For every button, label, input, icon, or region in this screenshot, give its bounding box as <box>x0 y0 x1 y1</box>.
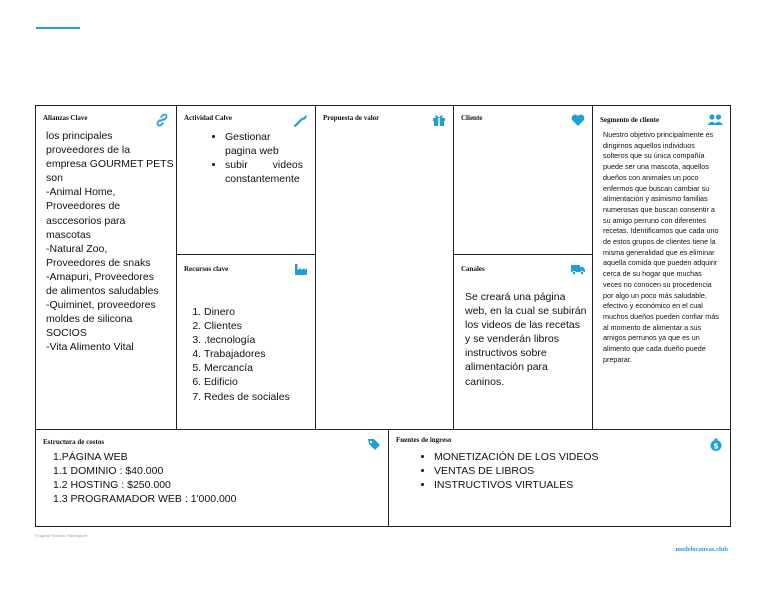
resource-item: 4. Trabajadores <box>204 347 314 361</box>
key-partners-title: Alianzas Clave <box>43 114 88 122</box>
resource-item: 3. .tecnología <box>204 333 314 347</box>
cell-key-activities <box>177 106 316 255</box>
channels-text: Se creará una página web, en la cual se subirán los videos de las recetas y se venderán libros instructivos sobre alimentación para caninos. <box>465 291 587 388</box>
cell-value-proposition <box>316 106 454 430</box>
resource-item: 7. Redes de sociales <box>204 390 314 404</box>
partner-line: moldes de silicona <box>46 313 133 326</box>
partner-line: son <box>46 172 63 185</box>
revenue-item: • INSTRUCTIVOS VIRTUALES <box>434 478 716 492</box>
partner-line: Proveedores de <box>46 200 121 213</box>
key-resources-title: Recursos clave <box>184 265 229 273</box>
heart-icon <box>570 112 586 128</box>
partner-line: -Quiminet, proveedores <box>46 299 156 312</box>
partner-line: empresa GOURMET PETS <box>46 158 174 171</box>
partner-line: los principales <box>46 130 113 142</box>
svg-text:$: $ <box>713 441 719 451</box>
activity-item: • Gestionar pagina web <box>225 130 303 158</box>
factory-icon <box>293 261 309 277</box>
revenue-item: • MONETIZACIÓN DE LOS VIDEOS <box>434 450 716 464</box>
partner-line: de alimentos saludables <box>46 285 159 298</box>
partner-line: -Animal Home, <box>46 186 116 199</box>
key-activities-list <box>207 130 303 186</box>
customer-relationships-title: Cliente <box>461 114 483 122</box>
partner-line: asccesorios para <box>46 214 126 227</box>
cost-line: 1.PÁGINA WEB <box>53 451 128 463</box>
footer-credit: Original Version: Strategyzer <box>35 533 88 538</box>
cell-key-resources <box>177 255 316 430</box>
cell-cost-structure <box>36 430 389 526</box>
key-partners-text <box>46 129 174 355</box>
business-model-canvas <box>35 105 731 527</box>
activity-item: • subir videos constantemente <box>225 158 303 186</box>
gift-icon <box>431 112 447 128</box>
value-proposition-title: Propuesta de valor <box>323 114 380 122</box>
cell-customer-relationships <box>454 106 593 255</box>
cost-structure-title: Estructura de costos <box>43 438 105 446</box>
cost-line: 1.1 DOMINIO : $40.000 <box>53 465 164 478</box>
link-icon <box>154 112 170 128</box>
partner-line: -Natural Zoo, <box>46 242 108 255</box>
resource-item: 2. Clientes <box>204 319 314 333</box>
partner-line: proveedores de la <box>46 144 131 157</box>
revenue-item: • VENTAS DE LIBROS <box>434 464 716 478</box>
channels-title: Canales <box>461 265 485 273</box>
cell-customer-segments <box>593 106 730 430</box>
cost-structure-list <box>53 450 373 506</box>
truck-icon <box>570 261 586 277</box>
cost-line: 1.3 PROGRAMADOR WEB : 1'000.000 <box>53 493 237 506</box>
resource-item: 5. Mercancía <box>204 361 314 375</box>
key-resources-list <box>190 305 314 404</box>
partner-line: Proveedores de snaks <box>46 256 151 269</box>
users-icon <box>706 112 724 128</box>
key-activities-title: Actividad Calve <box>184 114 233 122</box>
cell-revenue-streams <box>389 430 730 526</box>
resource-item: 6. Edificio <box>204 375 314 389</box>
resource-item: 1. Dinero <box>204 305 314 319</box>
cell-key-partners <box>36 106 177 430</box>
partner-line: -Amapuri, Proveedores <box>46 270 154 283</box>
cell-channels <box>454 255 593 430</box>
revenue-streams-title: Fuentes de ingreso <box>396 436 452 444</box>
revenue-streams-list <box>416 450 716 492</box>
partner-line: SOCIOS <box>46 327 87 340</box>
partner-line: mascotas <box>46 228 91 241</box>
footer-site[interactable]: modelocanvas.club <box>675 546 728 553</box>
customer-segments-text: Nuestro objetivo principalmente es dirigirnos aquellos individuos solteros que su única compañía puede ser una mascota, aquellos dueños con animales un poco enfermos que buscan cambiar su alimentación y asimismo familias numerosas que buscan consentir a su amigo perruno con diferentes recetas. Identificamos que cada uno de estos grupos de clientes tiene la misma generalidad que es eliminar aquella comida que pueden adquirir cerca de su hogar que muchas veces no conocen su procedencia por algo un poco más saludable, efectivo y económico en el cual muchos dueños pueden confiar más al momento de alimentar a sus amigos perrunos ya que es un alimento que cada dueño puede preparar. <box>603 130 719 364</box>
wrench-icon <box>293 112 309 128</box>
partner-line: -Vita Alimento Vital <box>46 341 134 354</box>
cost-line: 1.2 HOSTING : $250.000 <box>53 479 171 492</box>
header-accent-line <box>36 27 80 29</box>
customer-segments-title: Segmento de cliente <box>600 116 660 124</box>
